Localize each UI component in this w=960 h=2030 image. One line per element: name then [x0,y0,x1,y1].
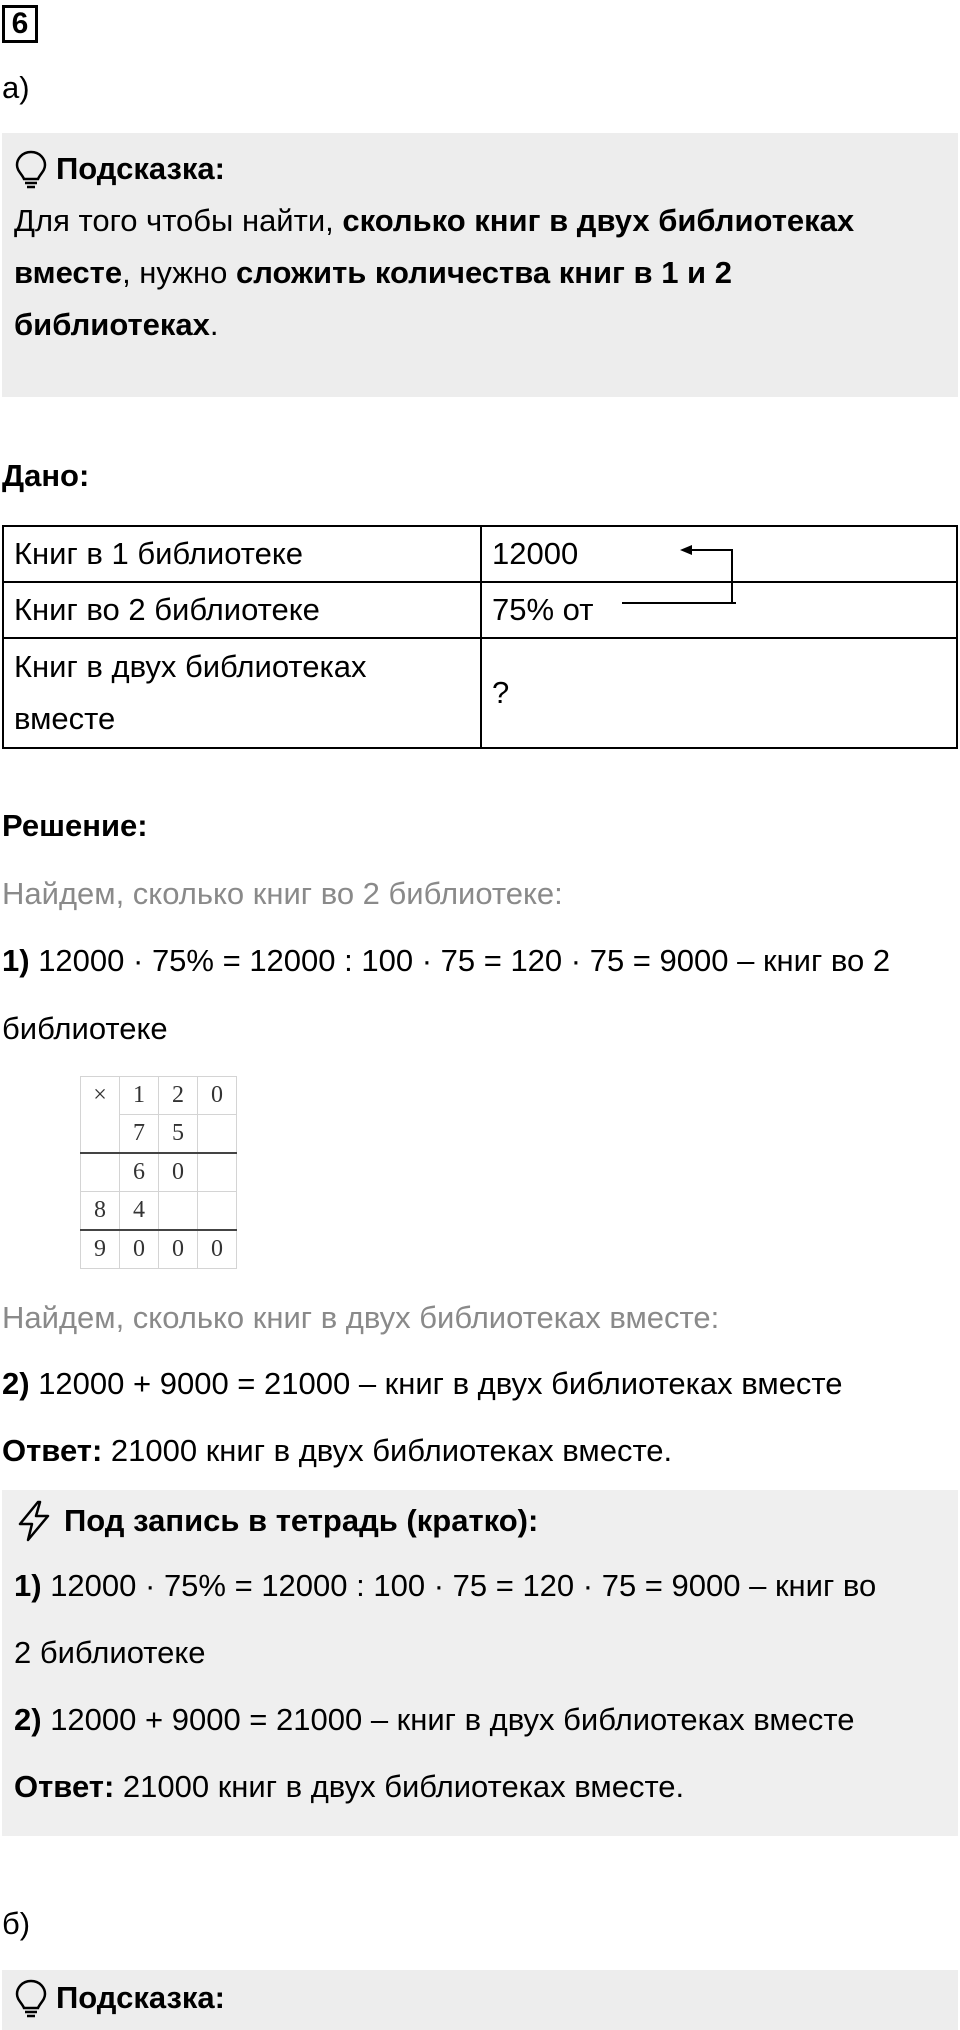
step2-number: 2) [2,1366,30,1401]
short-line-3-number: 2) [14,1702,42,1737]
table-row [3,638,957,748]
short-line-3-text: 12000 + 9000 = 21000 – книг в двух библиотеках вместе [41,1702,855,1737]
hint-title-b [14,1972,946,2024]
short-line-2: 2 библиотеке [14,1635,206,1670]
step1-line [2,943,890,979]
task-number: 6 [2,5,38,43]
multiplication-cell: 0 [198,1077,237,1115]
hint-title-b-text: Подсказка: [56,1980,225,2015]
given-label-3: Книг в двух библиотеках вместе [3,638,481,748]
hint-box [2,133,958,397]
multiplication-table [80,1076,237,1269]
multiplication-cell: 7 [120,1115,159,1154]
given-title: Дано: [2,458,90,493]
multiplication-row [81,1153,237,1192]
part-b-label: б) [2,1906,31,1941]
hint-title [14,143,946,195]
multiplication-cell: 5 [159,1115,198,1154]
multiplication-cell [198,1115,237,1154]
short-line-1-number: 1) [14,1568,42,1603]
lightning-icon [14,1500,54,1542]
multiplication-cell: 0 [159,1153,198,1192]
short-record-title-text: Под запись в тетрадь (кратко): [64,1503,539,1538]
multiplication-cell [81,1153,120,1192]
multiplication-cell: 8 [81,1192,120,1231]
multiplication-cell: 6 [120,1153,159,1192]
multiplication-cell [198,1153,237,1192]
answer-line [2,1433,672,1469]
multiplication-cell: 2 [159,1077,198,1115]
step2-intro: Найдем, сколько книг в двух библиотеках вместе: [2,1300,720,1335]
given-table [2,525,958,749]
hint-segment: сложить количества книг в 1 и 2 библиотеках [14,255,732,342]
short-record-title [14,1500,538,1542]
hint-segment: Для того чтобы найти, [14,203,343,238]
short-line-3 [14,1702,855,1738]
hint-segment: . [209,307,219,342]
multiplication-row [81,1192,237,1231]
short-answer-label: Ответ: [14,1769,115,1804]
short-line-1 [14,1568,876,1604]
reference-arrow-icon [620,540,740,610]
step1-intro: Найдем, сколько книг во 2 библиотеке: [2,876,563,911]
multiplication-cell [198,1192,237,1231]
lightbulb-icon [14,149,48,189]
multiplication-cell: 0 [120,1230,159,1269]
solution-title: Решение: [2,808,148,843]
lightbulb-icon [14,1978,48,2018]
multiplication-cell: 1 [120,1077,159,1115]
answer-text: 21000 книг в двух библиотеках вместе. [102,1433,673,1468]
given-label-2: Книг во 2 библиотеке [3,582,481,638]
given-value-1: 12000 [481,526,957,582]
multiplication-cell: × [81,1077,120,1115]
hint-box-b [2,1970,958,2030]
multiplication-row [81,1230,237,1269]
step2-text: 12000 + 9000 = 21000 – книг в двух библиотеках вместе [29,1366,843,1401]
multiplication-cell: 4 [120,1192,159,1231]
step2-line [2,1366,843,1402]
multiplication-cell: 0 [198,1230,237,1269]
answer-label: Ответ: [2,1433,103,1468]
hint-segment: , нужно [122,255,236,290]
multiplication-cell [159,1192,198,1231]
short-record-box [2,1490,958,1836]
given-label-1: Книг в 1 библиотеке [3,526,481,582]
multiplication-cell: 0 [159,1230,198,1269]
short-line-1-text: 12000 · 75% = 12000 : 100 · 75 = 120 · 75 = 9000 – книг во [41,1568,877,1603]
table-row [3,582,957,638]
hint-title-text: Подсказка: [56,151,225,186]
hint-segment: сколько книг в двух библиотеках вместе [14,203,855,290]
table-row [3,526,957,582]
multiplication-cell [81,1115,120,1154]
step1-number: 1) [2,943,30,978]
multiplication-row [81,1077,237,1115]
step1-line2: библиотеке [2,1011,168,1046]
short-answer-text: 21000 книг в двух библиотеках вместе. [114,1769,685,1804]
multiplication-cell: 9 [81,1230,120,1269]
multiplication-row [81,1115,237,1154]
given-value-2: 75% от [481,582,957,638]
given-value-3: ? [481,638,957,748]
part-a-label: а) [2,70,30,105]
step1-text: 12000 · 75% = 12000 : 100 · 75 = 120 · 75 = 9000 – книг во 2 [29,943,891,978]
short-line-4 [14,1769,684,1805]
hint-body [14,195,914,351]
